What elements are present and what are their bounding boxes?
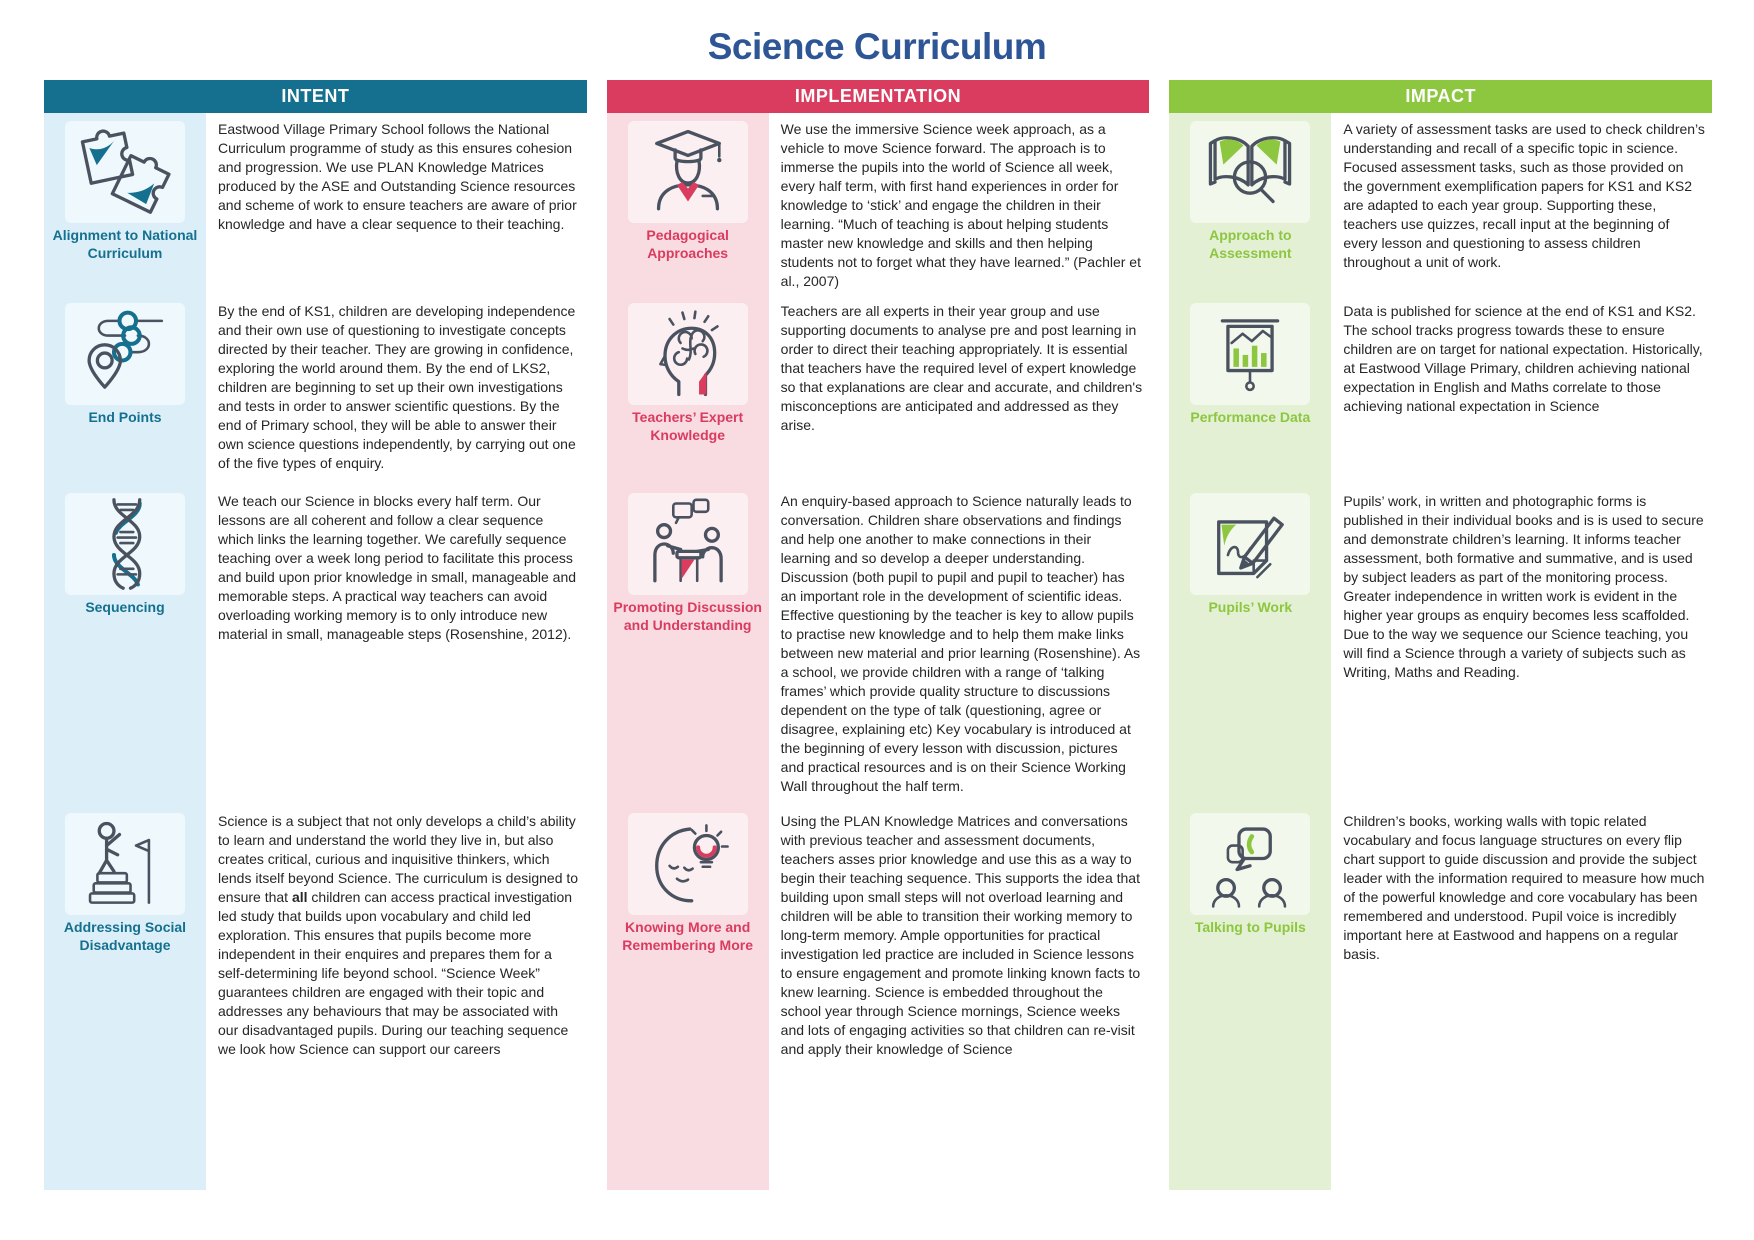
impact-row4-label: Talking to Pupils (1194, 919, 1306, 935)
impact-row2-text: Data is published for science at the end of KS1 and KS2. The school tracks progress towards these to ensure children are on target for national expectation. Historically, at Eastwood Village Primary, children achieving national expectation in English and Maths correlate to those achieving national expectation in Science (1343, 303, 1703, 414)
impact-row3-text: Pupils’ work, in written and photographic forms is published in their individual books and is is used to secure and demonstrate children’s learning. It informs teacher assessment, both formative and summative, and is used by subject leaders as part of the monitoring process. Greater independence in written work is evident in the higher year groups as enquiry becomes less scaffolded. Due to the way we sequence our Science teaching, you will find a Science through a variety of subjects such as Writing, Maths and Reading. (1343, 493, 1704, 680)
impact-row4-icon-cell (1169, 805, 1331, 1190)
notebook-pencil-icon (1204, 498, 1296, 590)
columns-container (44, 80, 1712, 1190)
impact-row1-text: A variety of assessment tasks are used to check children’s understanding and recall of a specific topic in science. Focused assessment tasks, such as those provided on the government exemplification papers for KS1 and KS2 are adapted to each year group. Supporting these, teachers use quizzes, recall input at the beginning of every lesson and questioning to assess children throughout a unit of work. (1343, 121, 1705, 270)
route-end-points-icon (79, 308, 171, 400)
impact-row4-text: Children’s books, working walls with topic related vocabulary and focus language structures on every flip chart support to guide discussion and provide the subject leader with the information required to measure how much of the powerful knowledge and core vocabulary has been remembered and understood. Pupil voice is incredibly important here at Eastwood and happens on a regular basis. (1343, 813, 1705, 962)
intent-row2-icon-cell (44, 295, 206, 485)
impact-row1-label: Approach to Assessment (1209, 227, 1292, 261)
intent-row4-text: Science is a subject that not only develops a child’s ability to learn and understand the world they live in, but also creates critical, curious and inquisitive thinkers, which lends itself beyond Science. The curriculum is designed to ensure that all children can access practical investigation led study that builds upon vocabulary and child led exploration. This ensures that pupils become more independent in their enquires and prepares them for a self-determining life beyond school. “Science Week” guarantees children are engaged with their topic and addresses any behaviours that may be associated with our disadvantaged pupils. During our teaching sequence we look how Science can support our careers (218, 813, 579, 1057)
implementation-row3-icon-cell (607, 485, 769, 805)
impact-header: IMPACT (1169, 80, 1712, 113)
graduate-icon (642, 126, 734, 218)
discussion-podium-icon (642, 498, 734, 590)
intent-header: INTENT (44, 80, 587, 113)
person-climbing-books-icon (79, 818, 171, 910)
implementation-row2-text: Teachers are all experts in their year group and use supporting documents to analyse pre and post learning in order to direct their teaching appropriately. It is essential that teachers have the required level of expert knowledge so that explanations are clear and accurate, and children's misconceptions are anticipated and addressed as they arise. (780, 303, 1143, 433)
implementation-row3-text: An enquiry-based approach to Science naturally leads to conversation. Children share observations and findings and help one another to make connections in their learning and so develop a deeper understanding. Discussion (both pupil to pupil and pupil to teacher) has an important role in the development of scientific ideas. Effective questioning by the teacher is key to allow pupils to practise new knowledge and to help them make links between new material and prior learning (Rosenshine). As a school, we provide children with a range of ‘talking frames’ which provide quality structure to discussions dependent on the type of talk (questioning, agree or disagree, explaining etc) Key vocabulary is introduced at the beginning of every lesson with discussion, pictures and practical resources and is on their Science Working Wall throughout the half term. (780, 493, 1141, 794)
column-impact (1169, 80, 1712, 1190)
page-title: Science Curriculum (707, 26, 1047, 67)
presentation-chart-icon (1204, 308, 1296, 400)
implementation-row4-text: Using the PLAN Knowledge Matrices and conversations with previous teacher and assessment documents, teachers asses prior knowledge and use this as a way to begin their teaching sequence. This supports the idea that building upon small steps will not overload learning and children will be able to transition their working memory to long-term memory. Ample opportunities for practical investigation led practice are included in Science lessons to ensure engagement and promote linking known facts to knew learning. Science is embedded throughout the school year through Science mornings, Science weeks and lots of engaging activities so that children can re-visit and apply their knowledge of Science (780, 813, 1141, 1057)
impact-row3-icon-cell (1169, 485, 1331, 805)
implementation-row3-label: Promoting Discussion and Understanding (613, 599, 762, 633)
implementation-row4-icon-cell (607, 805, 769, 1190)
intent-row4-icon-cell (44, 805, 206, 1190)
implementation-row2-icon-cell (607, 295, 769, 485)
puzzle-pieces-icon (79, 126, 171, 218)
intent-row3-label: Sequencing (85, 599, 165, 615)
intent-row1-label: Alignment to National Curriculum (52, 227, 198, 261)
dna-helix-icon (79, 498, 171, 590)
intent-row2-text: By the end of KS1, children are developing independence and their own use of questioning to investigate concepts directed by their teacher. They are growing in confidence, exploring the world around them. By the end of LKS2, children are beginning to set up their own investigations and tests in order to answer scientific questions. By the end of Primary school, they will be able to answer their own science questions independently, by carrying out one of the five types of enquiry. (218, 303, 576, 471)
intent-row3-text: We teach our Science in blocks every half term. Our lessons are all coherent and follow a clear sequence which links the learning together. We carefully sequence teaching over a week long period to facilitate this process and build upon prior knowledge in small, manageable and memorable steps. A practical way teachers can avoid overloading working memory is to only introduce new material in small, manageable steps (Rosenshine, 2012). (218, 493, 577, 642)
impact-row3-label: Pupils’ Work (1208, 599, 1293, 615)
intent-row1-text: Eastwood Village Primary School follows the National Curriculum programme of study as this ensures cohesion and progression. We use PLAN Knowledge Matrices produced by the ASE and Outstanding Science resources and scheme of work to ensure teachers are aware of prior knowledge and have a clear sequence to their teaching. (218, 121, 577, 232)
implementation-row1-label: Pedagogical Approaches (646, 227, 729, 261)
column-intent (44, 80, 587, 1190)
book-magnifier-icon (1204, 126, 1296, 218)
implementation-row2-label: Teachers’ Expert Knowledge (632, 409, 744, 443)
impact-row2-label: Performance Data (1190, 409, 1311, 425)
intent-row1-icon-cell (44, 113, 206, 295)
column-implementation (607, 80, 1150, 1190)
impact-row2-icon-cell (1169, 295, 1331, 485)
head-lightbulb-icon (642, 818, 734, 910)
intent-row3-icon-cell (44, 485, 206, 805)
impact-row1-icon-cell (1169, 113, 1331, 295)
implementation-row1-icon-cell (607, 113, 769, 295)
brain-head-icon (642, 308, 734, 400)
implementation-row1-text: We use the immersive Science week approach, as a vehicle to move Science forward. The approach is to immerse the pupils into the world of Science all week, every half term, with first hand experiences in order for knowledge to ‘stick’ and engage the children in their learning. “Much of teaching is about helping students master new knowledge and skills and then helping students not to forget what they have learned.” (Pachler et al., 2007) (780, 121, 1141, 289)
speech-bubbles-icon (1204, 818, 1296, 910)
intent-row2-label: End Points (88, 409, 162, 425)
implementation-header: IMPLEMENTATION (607, 80, 1150, 113)
implementation-row4-label: Knowing More and Remembering More (622, 919, 753, 953)
intent-row4-label: Addressing Social Disadvantage (63, 919, 187, 953)
